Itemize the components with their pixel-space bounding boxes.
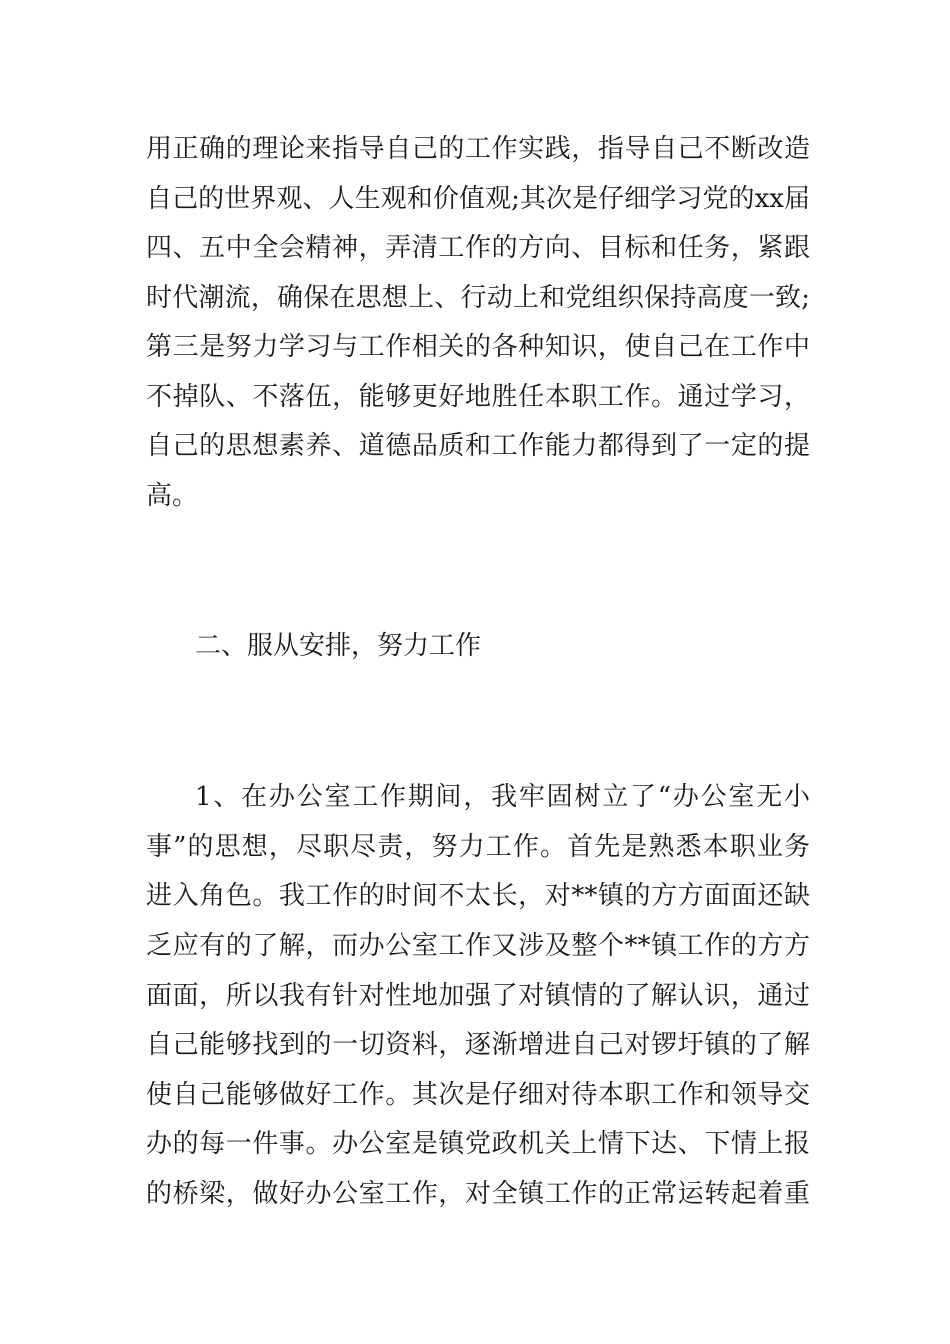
paragraph-line: 第三是努力学习与工作相关的各种知识，使自己在工作中: [146, 332, 810, 362]
paragraph-line: 四、五中全会精神，弄清工作的方向、目标和任务，紧跟: [146, 233, 810, 263]
paragraph-line: 进入角色。我工作的时间不太长，对**镇的方方面面还缺: [146, 881, 810, 911]
paragraph-line: 自己能够找到的一切资料，逐渐增进自己对锣圩镇的了解: [146, 1030, 810, 1060]
paragraph-line: 事”的思想，尽职尽责，努力工作。首先是熟悉本职业务: [146, 832, 810, 862]
paragraph-line: 自己的思想素养、道德品质和工作能力都得到了一定的提: [146, 431, 810, 461]
paragraph-line: 1、在办公室工作期间，我牢固树立了“办公室无小: [195, 782, 810, 812]
paragraph-line: 自己的世界观、人生观和价值观;其次是仔细学习党的xx届: [146, 184, 810, 214]
paragraph-line: 用正确的理论来指导自己的工作实践，指导自己不断改造: [146, 134, 810, 164]
paragraph-line: 办的每一件事。办公室是镇党政机关上情下达、下情上报: [146, 1129, 810, 1159]
paragraph-line: 面面，所以我有针对性地加强了对镇情的了解认识，通过: [146, 981, 810, 1011]
paragraph-line: 高。: [146, 481, 199, 511]
paragraph-line: 不掉队、不落伍，能够更好地胜任本职工作。通过学习，: [146, 382, 810, 412]
section-heading: 二、服从安排，努力工作: [195, 631, 482, 661]
paragraph-line: 乏应有的了解，而办公室工作又涉及整个**镇工作的方方: [146, 931, 810, 961]
paragraph-line: 的桥梁，做好办公室工作，对全镇工作的正常运转起着重: [146, 1179, 810, 1209]
paragraph-line: 时代潮流，确保在思想上、行动上和党组织保持高度一致;: [146, 283, 810, 313]
paragraph-line: 使自己能够做好工作。其次是仔细对待本职工作和领导交: [146, 1080, 810, 1110]
